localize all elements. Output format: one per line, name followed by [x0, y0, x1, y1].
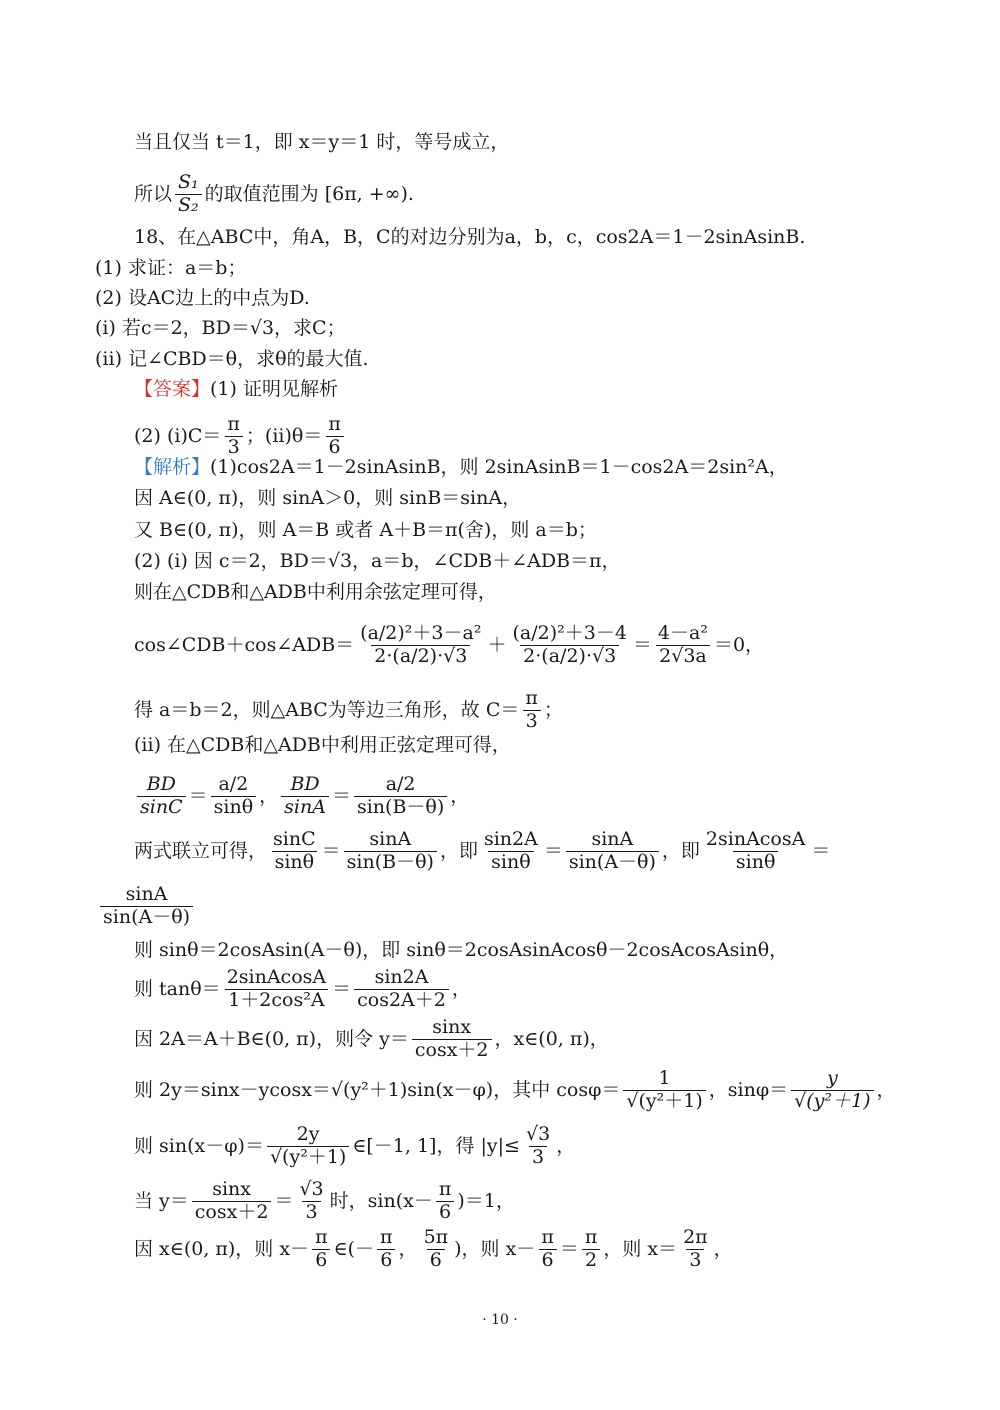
text: (2) (i) 因 c＝2，BD＝√3，a＝b，∠CDB＋∠ADB＝π，	[134, 550, 621, 572]
text: ；(ii)θ＝	[245, 425, 323, 448]
numerator: S₁	[178, 171, 199, 193]
denominator: 6	[539, 1249, 557, 1272]
text: 因 x∈(0, π)，则 x－	[134, 1238, 310, 1260]
numerator: π	[584, 1225, 598, 1248]
fraction-pi-2	[582, 1227, 601, 1272]
denominator: 6	[312, 1249, 330, 1272]
numerator: a/2	[218, 772, 249, 795]
denominator: 3	[529, 1146, 547, 1169]
text: ＝	[811, 840, 831, 862]
analysis-line-8	[134, 733, 511, 757]
fraction-root3-3-b	[296, 1179, 326, 1224]
text: ＝	[543, 840, 563, 862]
denominator: sinA	[281, 796, 329, 819]
numerator: 2sinAcosA	[226, 965, 327, 988]
numerator: 2y	[296, 1122, 320, 1145]
numerator: 1	[658, 1066, 671, 1089]
text: ，sinφ＝	[708, 1079, 789, 1101]
text: ＝	[321, 840, 341, 862]
fraction-pi-6	[436, 1179, 455, 1224]
denominator: 3	[225, 436, 243, 459]
text: 时，sin(x－	[329, 1190, 433, 1212]
final-equation	[134, 1226, 733, 1272]
text: )＝1，	[457, 1190, 515, 1212]
denominator: 2·(a/2)·√3	[371, 645, 470, 668]
analysis-line-4	[134, 549, 621, 573]
intro-line-1	[134, 130, 509, 154]
text: 则在△CDB和△ADB中利用余弦定理可得，	[134, 581, 497, 603]
text: 则 sin(x－φ)＝	[134, 1135, 264, 1157]
numerator: π	[328, 413, 341, 435]
text: ＝	[274, 1190, 294, 1212]
text: ＝0，	[713, 634, 765, 656]
numerator: 4－a²	[657, 621, 708, 644]
question-part-1	[95, 256, 246, 280]
question-part-2i	[95, 316, 346, 340]
text: ，	[398, 1238, 418, 1260]
text: ＝	[632, 634, 652, 656]
denominator: 6	[326, 436, 344, 459]
text: (i) 若c＝2，BD＝√3，求C；	[95, 317, 346, 339]
numerator: BD	[290, 772, 320, 795]
denominator: cosx＋2	[412, 1039, 492, 1062]
denominator: 2√3a	[656, 645, 710, 668]
text: ＝	[188, 785, 208, 807]
fraction-s1-s2	[175, 172, 202, 217]
fraction-pi-6	[377, 1227, 396, 1272]
denominator: 3	[686, 1249, 704, 1272]
fraction-pi-6	[325, 414, 344, 459]
fraction-pi-6	[312, 1227, 331, 1272]
analysis-line-2	[134, 486, 521, 510]
fraction-cosphi	[623, 1068, 705, 1113]
text: 因 2A＝A＋B∈(0, π)，则令 y＝	[134, 1028, 409, 1050]
page-number: · 10 ·	[482, 1312, 518, 1328]
text: ；	[543, 699, 563, 721]
numerator: π	[438, 1177, 452, 1200]
text: 又 B∈(0, π)，则 A＝B 或者 A＋B＝π(舍)，则 a＝b；	[134, 519, 597, 541]
fraction-sinx-cosx2-b	[192, 1179, 272, 1224]
numerator: π	[541, 1225, 554, 1248]
text: 当且仅当 t＝1，即 x＝y＝1 时，等号成立，	[134, 131, 510, 153]
denominator: sinθ	[733, 851, 779, 874]
fraction-root3-3	[523, 1124, 553, 1169]
text: (1) 求证：a＝b；	[95, 257, 247, 279]
fraction-cos-adb	[509, 623, 629, 668]
fraction-sum	[655, 623, 711, 668]
answer-line-1	[134, 377, 338, 401]
text: (1)cos2A＝1－2sinAsinB，则 2sinAsinB＝1－cos2A＝2sin²A，	[210, 456, 788, 478]
equality-case-equation	[134, 1178, 515, 1224]
text: ，	[259, 785, 279, 807]
text: ∈(－	[333, 1238, 375, 1260]
denominator: sin(B－θ)	[354, 796, 447, 819]
text: 18、在△ABC中，角A，B，C的对边分别为a，b，c，cos2A＝1－2sinAsinB.	[134, 226, 806, 248]
auxiliary-angle-equation	[134, 1066, 896, 1114]
text: ，	[713, 1238, 733, 1260]
tan-theta-equation	[134, 966, 471, 1012]
text: ，	[451, 978, 471, 1000]
numerator: π	[525, 686, 538, 709]
fraction-a2-sintheta	[211, 774, 257, 819]
text: 当 y＝	[134, 1190, 189, 1212]
numerator: sin2A	[483, 827, 538, 850]
denominator: sinθ	[272, 851, 318, 874]
numerator: y	[826, 1066, 838, 1089]
denominator: √(y²＋1)	[267, 1146, 349, 1169]
analysis-tag: 【解析】	[134, 456, 211, 478]
text: ，	[876, 1079, 896, 1101]
text: ，	[450, 785, 470, 807]
denominator: 2·(a/2)·√3	[520, 645, 619, 668]
fraction-sinphi	[791, 1068, 873, 1113]
fraction-sina-sinatheta	[566, 829, 659, 874]
numerator: π	[380, 1225, 393, 1248]
fraction-tan-2	[354, 967, 449, 1012]
sine-law-equation	[134, 772, 469, 820]
numerator: sinC	[273, 827, 316, 850]
fraction-2pi-3	[680, 1227, 711, 1272]
denominator: cos2A＋2	[354, 989, 449, 1012]
denominator: √(y²＋1)	[623, 1090, 705, 1113]
text: cos∠CDB＋cos∠ADB＝	[134, 634, 355, 656]
denominator: cosx＋2	[192, 1201, 272, 1224]
denominator: sinθ	[211, 796, 257, 819]
text: ，即	[661, 840, 700, 862]
intro-line-2	[134, 172, 414, 217]
text: ＝	[332, 978, 352, 1000]
let-y-equation	[134, 1016, 609, 1062]
fraction-cos-cdb	[357, 623, 484, 668]
denominator: √(y²＋1)	[791, 1090, 873, 1113]
analysis-line-1	[134, 455, 788, 479]
text: 因 A∈(0, π)，则 sinA＞0，则 sinB＝sinA，	[134, 487, 522, 509]
analysis-line-12	[134, 938, 788, 962]
numerator: 2π	[683, 1225, 708, 1248]
fraction-2sinacosa-sintheta	[703, 829, 808, 874]
denominator: 3	[302, 1201, 320, 1224]
numerator: BD	[146, 772, 176, 795]
numerator: sinA	[369, 827, 412, 850]
fraction-a2-sinbtheta	[354, 774, 447, 819]
denominator: 3	[523, 710, 541, 733]
text: ，则 x＝	[603, 1238, 678, 1260]
text: ，x∈(0, π)，	[494, 1028, 609, 1050]
numerator: a/2	[385, 772, 416, 795]
text: (ii) 记∠CBD＝θ，求θ的最大值.	[95, 348, 369, 370]
denominator: sin(B－θ)	[344, 851, 437, 874]
answer-line-2	[134, 414, 347, 459]
fraction-bd-sinc	[137, 774, 186, 819]
text: (ii) 在△CDB和△ADB中利用正弦定理可得，	[134, 734, 511, 756]
analysis-line-7	[134, 686, 563, 732]
denominator: 2	[582, 1249, 600, 1272]
range-equation	[134, 1122, 575, 1170]
fraction-bd-sina	[281, 774, 329, 819]
numerator: sinx	[432, 1015, 472, 1038]
analysis-line-5	[134, 580, 497, 604]
combined-equation-continued	[97, 882, 196, 930]
denominator: sinθ	[488, 851, 534, 874]
text: ＝	[331, 785, 351, 807]
numerator: sinA	[125, 882, 168, 905]
answer-tag: 【答案】	[134, 378, 211, 400]
cosine-law-equation	[134, 620, 764, 670]
fraction-pi-3	[522, 688, 541, 733]
text: ＝	[559, 1238, 579, 1260]
text: ，即	[439, 840, 478, 862]
question-part-2ii	[95, 347, 369, 371]
combined-equation	[134, 828, 830, 874]
numerator: √3	[525, 1122, 551, 1145]
text: (2) 设AC边上的中点为D.	[95, 287, 310, 309]
fraction-sinx-cosx2	[412, 1017, 492, 1062]
text: 则 sinθ＝2cosAsin(A－θ)，即 sinθ＝2cosAsinAcosθ－2cosAcosAsinθ，	[134, 939, 789, 961]
denominator: S₂	[175, 194, 202, 217]
numerator: (a/2)²＋3－a²	[360, 621, 482, 644]
numerator: sinx	[212, 1177, 251, 1200]
text: (2) (i)C＝	[134, 425, 222, 448]
text: ∈[－1, 1]，得 |y|≤	[352, 1135, 520, 1157]
text: 所以	[134, 183, 173, 206]
analysis-line-3	[134, 518, 597, 542]
fraction-pi-3	[224, 414, 243, 459]
fraction-pi-6	[538, 1227, 557, 1272]
denominator: sin(A－θ)	[566, 851, 659, 874]
denominator: sinC	[137, 796, 186, 819]
text: 则 2y＝sinx－ycosx＝√(y²＋1)sin(x－φ)，其中 cosφ＝	[134, 1079, 621, 1101]
text: )，则 x－	[454, 1238, 536, 1260]
numerator: sinA	[591, 827, 634, 850]
fraction-5pi-6	[421, 1227, 452, 1272]
fraction-sinc-sintheta	[270, 829, 319, 874]
numerator: π	[315, 1225, 328, 1248]
numerator: 5π	[423, 1225, 449, 1248]
denominator: 6	[436, 1201, 454, 1224]
fraction-tan-1	[224, 967, 329, 1012]
fraction-sin2a-sintheta	[481, 829, 541, 874]
text: ＋	[487, 634, 507, 656]
text: (1) 证明见解析	[210, 378, 338, 400]
text: 两式联立可得，	[134, 840, 268, 862]
numerator: √3	[299, 1177, 324, 1200]
question-part-2	[95, 286, 310, 310]
numerator: π	[227, 413, 240, 435]
denominator: 6	[427, 1249, 445, 1272]
numerator: 2sinAcosA	[705, 827, 806, 850]
question-stem	[134, 225, 805, 249]
text: 的取值范围为 [6π, +∞).	[204, 183, 414, 206]
numerator: (a/2)²＋3－4	[512, 621, 627, 644]
denominator: 1＋2cos²A	[225, 989, 327, 1012]
denominator: 6	[377, 1249, 395, 1272]
denominator: sin(A－θ)	[100, 906, 193, 929]
numerator: sin2A	[374, 965, 429, 988]
text: ，	[556, 1135, 576, 1157]
text: 得 a＝b＝2，则△ABC为等边三角形，故 C＝	[134, 699, 520, 721]
text: 则 tanθ＝	[134, 978, 221, 1000]
fraction-2y-root	[267, 1124, 349, 1169]
fraction-sina-sinatheta-2	[100, 884, 193, 929]
fraction-sina-sinbtheta	[344, 829, 437, 874]
